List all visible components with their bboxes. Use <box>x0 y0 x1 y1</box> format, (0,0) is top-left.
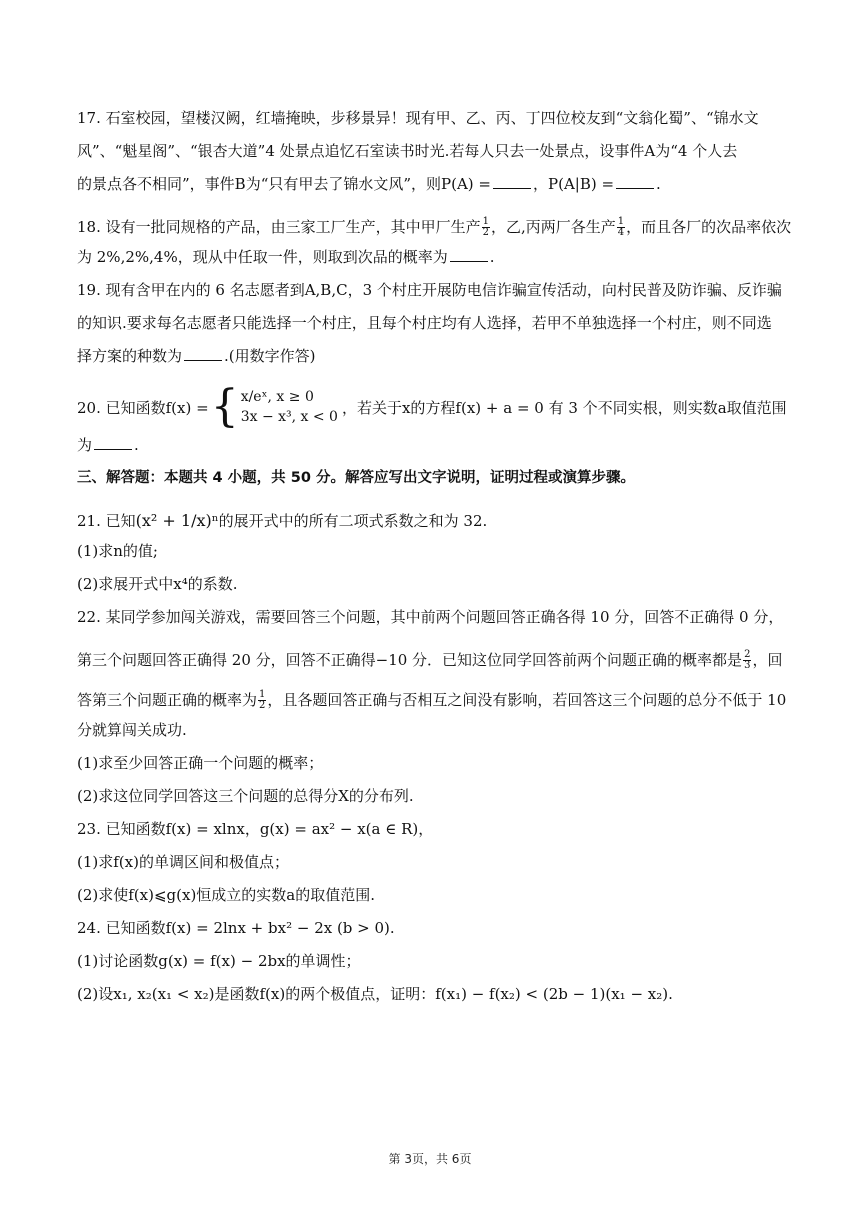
fraction: $\frac{1}{4}$ <box>617 215 625 238</box>
q20-text-a: 为 <box>77 436 93 454</box>
q18-line-1 <box>77 207 792 247</box>
q23-part-2: (2)求使f(x)⩽g(x)恒成立的实数a的取值范围. <box>77 886 376 904</box>
answer-blank <box>94 435 132 450</box>
q17-line-3 <box>77 174 789 207</box>
exam-page <box>77 108 792 1017</box>
q22-text-d: ，且各题回答正确与否相互之间没有影响，若回答这三个问题的总分不低于 10 <box>267 691 787 709</box>
q20-text-b: . <box>134 436 139 454</box>
q19-line-2: 的知识.要求每名志愿者只能选择一个村庄，且每个村庄均有人选择，若甲不单独选择一个村庄，则不同选 <box>77 314 772 332</box>
answer-blank <box>184 346 222 361</box>
q24-line-1: 24. 已知函数f(x) = 2lnx + bx² − 2x (b > 0). <box>77 919 395 937</box>
left-brace: { <box>210 381 239 432</box>
q18-text-a: 18. 设有一批同规格的产品，由三家工厂生产，其中甲厂生产 <box>77 218 481 236</box>
q20-text-pre: 20. 已知函数f(x) = <box>77 398 209 417</box>
piecewise-cases <box>241 387 338 427</box>
page-footer: 第 3页，共 6页 <box>388 1152 472 1166</box>
q19-line-3 <box>77 346 789 379</box>
q18-text-b: ，乙,丙两厂各生产 <box>491 218 616 236</box>
q18-line-2 <box>77 247 789 280</box>
answer-blank <box>616 174 654 189</box>
q18-text-d: 为 2%,2%,4%，现从中任取一件，则取到次品的概率为 <box>77 248 448 266</box>
q18-text-c: ，而且各厂的次品率依次 <box>626 218 792 236</box>
q20-text-post: ，若关于x的方程f(x) + a = 0 有 3 个不同实根，则实数a取值范围 <box>341 398 787 417</box>
q22-line-4: 分就算闯关成功. <box>77 721 187 739</box>
q23-line-1: 23. 已知函数f(x) = xlnx，g(x) = ax² − x(a ∈ R)， <box>77 820 434 838</box>
q17-text-b: ，P(A|B) = <box>533 175 615 193</box>
q21-line-1 <box>77 501 789 541</box>
binomial-expression: (x² + 1/x)ⁿ <box>135 511 219 530</box>
q24-part-1: (1)讨论函数g(x) = f(x) − 2bx的单调性； <box>77 952 361 970</box>
q19-text-a: 择方案的种数为 <box>77 347 183 365</box>
q22-line-2 <box>77 640 789 680</box>
answer-blank <box>493 174 531 189</box>
fraction: $\frac{1}{2}$ <box>259 688 266 711</box>
q22-line-1: 22. 某同学参加闯关游戏，需要回答三个问题，其中前两个问题回答正确各得 10 分，回答不正确得 0 分， <box>77 608 784 626</box>
q22-text-b: ，回 <box>752 651 783 669</box>
case-1: x/eˣ, x ≥ 0 <box>240 389 314 405</box>
q19-line-1: 19. 现有含甲在内的 6 名志愿者到A,B,C，3 个村庄开展防电信诈骗宣传活动，向村民普及防诈骗、反诈骗 <box>77 281 782 299</box>
q21-part-1: (1)求n的值; <box>77 542 158 560</box>
q21-part-2: (2)求展开式中x⁴的系数. <box>77 575 238 593</box>
case-2: 3x − x³, x < 0 <box>240 409 338 425</box>
q22-line-3 <box>77 680 789 720</box>
q17-text-a: 的景点各不相同”，事件B为“只有甲去了锦水文风”，则P(A) = <box>77 175 491 193</box>
q23-part-1: (1)求f(x)的单调区间和极值点； <box>77 853 289 871</box>
q21-text-a: 21. 已知 <box>77 512 136 530</box>
q17-text-c: . <box>656 175 661 193</box>
q22-text-c: 答第三个问题正确的概率为 <box>77 691 258 709</box>
q24-part-2: (2)设x₁, x₂(x₁ < x₂)是函数f(x)的两个极值点，证明：f(x₁) − f(x₂) < (2b − 1)(x₁ − x₂). <box>77 985 673 1003</box>
section-heading: 三、解答题：本题共 4 小题，共 50 分。解答应写出文字说明，证明过程或演算步骤。 <box>77 470 635 486</box>
q22-part-1: (1)求至少回答正确一个问题的概率； <box>77 754 324 772</box>
q17-line-2: 风”、“魁星阁”、“银杏大道”4 处景点追忆石室读书时光.若每人只去一处景点，设事件A为“4 个人去 <box>77 142 738 160</box>
answer-blank <box>450 247 488 262</box>
q18-text-e: . <box>489 248 495 266</box>
fraction: $\frac{1}{2}$ <box>482 215 490 238</box>
q20-line-1 <box>77 379 789 435</box>
q17-line-1: 17. 石室校园，望楼汉阙，红墙掩映，步移景异！现有甲、乙、丙、丁四位校友到“文翁化蜀”、“锦水文 <box>77 109 759 127</box>
fraction: $\frac{2}{3}$ <box>744 648 751 671</box>
q19-text-b: .(用数字作答) <box>224 347 316 365</box>
q21-text-b: 的展开式中的所有二项式系数之和为 32. <box>218 512 488 530</box>
q20-line-2 <box>77 435 789 468</box>
q22-text-a: 第三个问题回答正确得 20 分，回答不正确得−10 分．已知这位同学回答前两个问题正确的概率都是 <box>77 651 743 669</box>
q22-part-2: (2)求这位同学回答这三个问题的总得分X的分布列. <box>77 787 414 805</box>
